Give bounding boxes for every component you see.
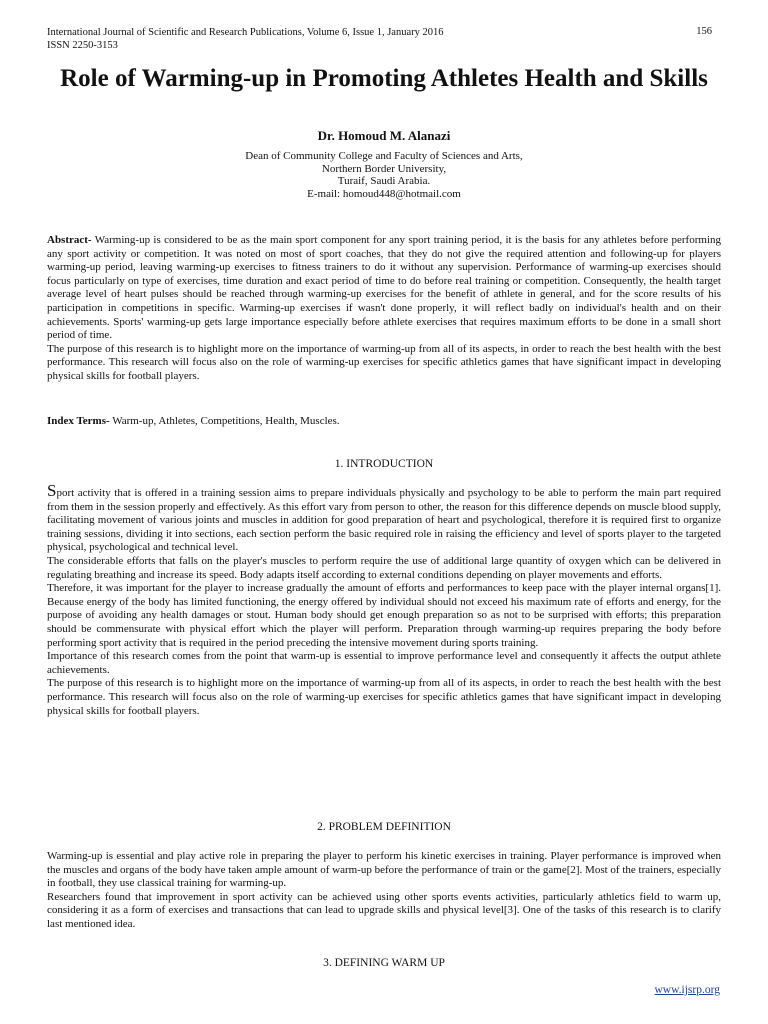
index-terms-text: Warm-up, Athletes, Competitions, Health, Muscles.: [109, 415, 340, 427]
author-name: Dr. Homoud M. Alanazi: [317, 128, 451, 143]
intro-paragraph: Sport activity that is offered in a training session aims to prepare individuals physically and psychology to be able to perform the main part required from them in the session properly and effectively. As this effort vary from person to other, the reason for this difference depends on muscle blood supply, facilitating movement of various joints and muscles in addition for good preparation of heart and psychological, therefore it is required first to organize training sessions, dividing it into sections, each section perform the basic required role in raising the efficiency and level of sports player to the targeted physical, psychological and technical level.: [47, 481, 721, 554]
affiliation-line: Turaif, Saudi Arabia.: [337, 175, 431, 187]
running-header: [47, 26, 443, 52]
problem-body: [47, 850, 721, 932]
index-terms-label: Index Terms-: [47, 415, 110, 427]
abstract-label: Abstract-: [47, 234, 92, 246]
intro-paragraph: The considerable efforts that falls on the player's muscles to perform require the use of additional large quantity of oxygen which can be delivered in regulating breathing and increase its speed. Body adapts itself according to external conditions depending on player movements and efforts.: [47, 554, 721, 581]
section-heading-introduction: 1. INTRODUCTION: [334, 458, 434, 470]
affiliation-line: Northern Border University,: [321, 162, 447, 175]
introduction-body: [47, 481, 721, 718]
paper-title: Role of Warming-up in Promoting Athletes Health and Skills: [60, 65, 708, 92]
index-terms: [47, 415, 721, 429]
drop-cap: S: [47, 481, 57, 500]
problem-paragraph: Warming-up is essential and play active role in preparing the player to perform his kinetic exercises in training. Player performance is improved when the muscles and organs of the body have taken ample amount of warm-up before the performance of train or the game[2]. Most of the trainers, especially in football, they use classical training for warming-up.: [47, 850, 721, 890]
abstract-block: [47, 234, 721, 384]
journal-citation: International Journal of Scientific and Research Publications, Volume 6, Issue 1, January 2016: [47, 27, 444, 38]
journal-website-link[interactable]: www.ijsrp.org: [654, 984, 720, 996]
page-number: 156: [696, 26, 712, 37]
abstract-text: Warming-up is considered to be as the main sport component for any sport training period, it is the basis for any athletes before performing any sport activity or competition. It was noted on most of sport coaches, that they do not give the required attention and following-up for players warming-up period, leaving warming-up exercises to fitness trainers to do it without any supervision. Performance of warming-up exercises should focus particularly on type of exercises, time duration and exact period of time to do before real training or competition. Consequently, the health target average level of heart pulses should be reached through warming-up exercises for the benefit of athlete in general, and for the score results of his participation in competitions in specific. Warming-up exercises if wasn't done properly, it will reflect badly on individual's health and on their achievements. Sports' warming-up gets large importance especially before athlete exercises that requires maximum efforts to be done in a small short period of time.: [47, 234, 721, 342]
problem-paragraph: Researchers found that improvement in sport activity can be achieved using other sports events activities, particularly athletics field to warm up, considering it as a form of exercises and transactions that can lead to upgrade skills and physical level[3]. One of the tasks of this research is to clarify last mentioned idea.: [47, 890, 721, 930]
issn: ISSN 2250-3153: [47, 40, 118, 51]
abstract-paragraph: [47, 234, 721, 343]
abstract-purpose: The purpose of this research is to highlight more on the importance of warming-up from all of its aspects, in order to reach the best health with the best performance. This research will focus also on the role of warming-up exercises for specific athletics games that have significant impact in developing physical skills for football players.: [47, 342, 721, 382]
intro-paragraph: Therefore, it was important for the player to increase gradually the amount of efforts and performances to keep pace with the player internal organs[1]. Because energy of the body has limited functioning, the energy offered by individual should not exceed his maximum rate of efforts and energy, for the purpose of avoiding any health damages or stout. Human body should get enough preparation so as not to be surprised with efforts; this preparation should be commensurate with physical effort which the player will perform. Preparation through warming-up requires preparing the body before performing sport activity that is required in the period preceding the intensive movement during sports training.: [47, 582, 721, 649]
affiliation-line: Dean of Community College and Faculty of Sciences and Arts,: [245, 150, 523, 162]
intro-paragraph: Importance of this research comes from the point that warm-up is essential to improve performance level and consequently it affects the output athlete achievements.: [47, 650, 721, 676]
author-email: E-mail: homoud448@hotmail.com: [307, 187, 461, 200]
section-heading-problem: 2. PROBLEM DEFINITION: [317, 821, 451, 833]
intro-paragraph: The purpose of this research is to highlight more on the importance of warming-up from all of its aspects, in order to reach the best health with the best performance. This research will focus also on the role of warming-up exercises for specific athletics games that have significant impact in developing physical skills for football players.: [47, 677, 721, 717]
section-heading-warm-up: 3. DEFINING WARM UP: [323, 957, 445, 969]
author-affiliation: [0, 150, 768, 200]
